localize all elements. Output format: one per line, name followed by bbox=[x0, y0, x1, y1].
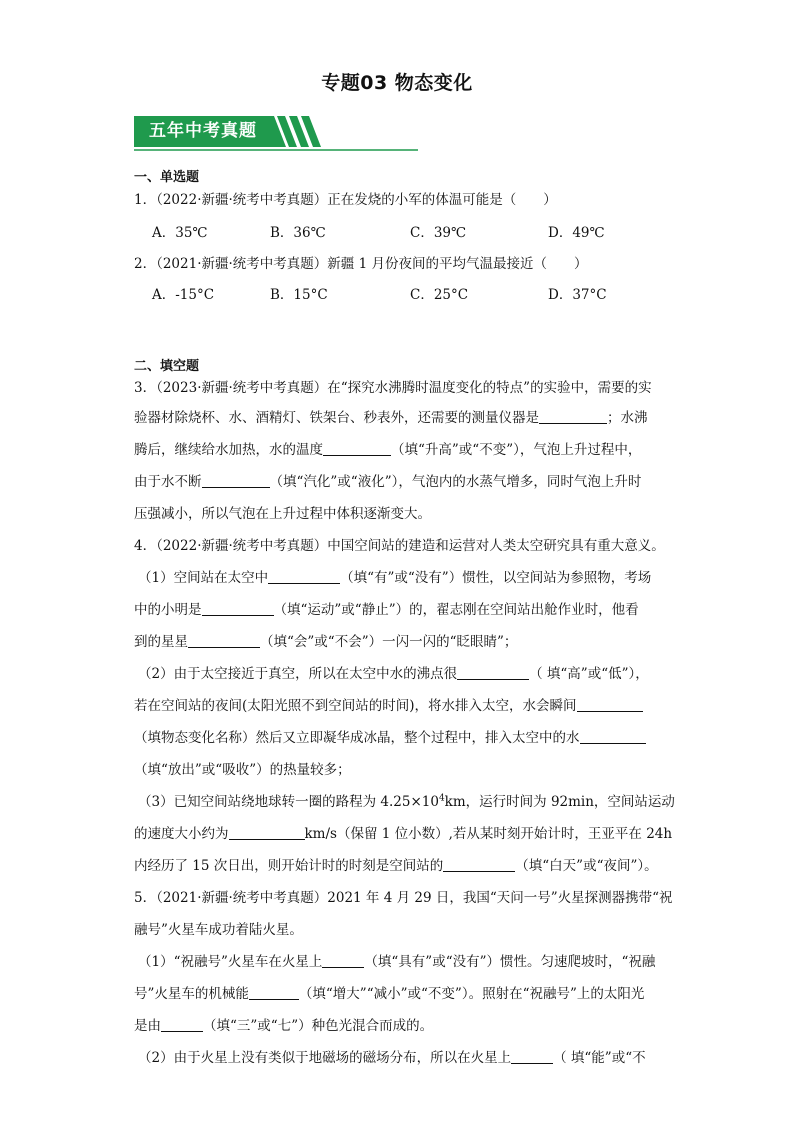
q3-text-2b: ；水沸 bbox=[607, 410, 648, 426]
q5-line-3 bbox=[138, 952, 655, 972]
q4-text-5b: （ 填“高”或“低”）， bbox=[529, 666, 649, 682]
q1-option-b: B．36℃ bbox=[270, 225, 326, 241]
q3-blank-2[interactable] bbox=[323, 441, 391, 456]
q2-option-a: A．-15°C bbox=[152, 287, 215, 303]
q4-exponent: 4 bbox=[438, 793, 445, 804]
q5-line-6 bbox=[138, 1048, 646, 1068]
question-1-stem: 1．（2022·新疆·统考中考真题）正在发烧的小军的体温可能是（ ） bbox=[134, 192, 557, 208]
q4-text-5a: （2）由于太空接近于真空，所以在太空中水的沸点很 bbox=[138, 666, 458, 682]
section-heading-fill-blank: 二、填空题 bbox=[134, 359, 200, 374]
q4-text-4b: （填“会”或“不会”）一闪一闪的“眨眼睛”； bbox=[260, 634, 518, 650]
q4-text-9a: （3）已知空间站绕地球转一圈的路程为 4.25×10 bbox=[138, 794, 439, 810]
q5-line-5 bbox=[134, 1016, 433, 1036]
q5-text-4a: 号”火星车的机械能 bbox=[134, 986, 249, 1002]
q4-text-10a: 的速度大小约为 bbox=[134, 826, 229, 842]
q4-blank-6[interactable] bbox=[580, 729, 646, 744]
q5-blank-4[interactable] bbox=[511, 1049, 553, 1064]
q3-blank-3[interactable] bbox=[202, 473, 270, 488]
q5-text-5a: 是由 bbox=[134, 1018, 161, 1034]
q4-text-2a: （1）空间站在太空中 bbox=[138, 570, 269, 586]
q5-text-3a: （1）“祝融号”火星车在火星上 bbox=[138, 954, 323, 970]
q3-text-3b: （填“升高”或“不变”），气泡上升过程中， bbox=[391, 442, 642, 458]
q5-text-4b: （填“增大”“减小”或“不变”）。照射在“祝融号”上的太阳光 bbox=[298, 986, 645, 1002]
q2-option-b: B．15°C bbox=[270, 287, 328, 303]
q3-line-1: 3．（2023·新疆·统考中考真题）在“探究水沸腾时温度变化的特点”的实验中，需要的实 bbox=[134, 380, 652, 396]
q4-blank-8[interactable] bbox=[443, 857, 515, 872]
q5-blank-2[interactable] bbox=[249, 985, 299, 1000]
q4-line-9 bbox=[138, 792, 675, 812]
q5-text-3b: （填“具有”或“没有”）惯性。匀速爬坡时，“祝融 bbox=[364, 954, 656, 970]
q4-text-4a: 到的星星 bbox=[134, 634, 188, 650]
q4-line-4 bbox=[134, 632, 517, 652]
q3-line-3 bbox=[134, 440, 641, 460]
q4-line-10 bbox=[134, 824, 672, 844]
q4-line-6 bbox=[134, 696, 643, 716]
q3-line-4 bbox=[134, 472, 641, 492]
q4-blank-2[interactable] bbox=[202, 601, 274, 616]
q5-blank-3[interactable] bbox=[161, 1017, 203, 1032]
q4-text-6a: 若在空间站的夜间(太阳光照不到空间站的时间)，将水排入太空，水会瞬间 bbox=[134, 698, 577, 714]
banner-label: 五年中考真题 bbox=[149, 121, 257, 141]
q4-line-8: （填“放出”或“吸收”）的热量较多； bbox=[134, 762, 351, 778]
q4-text-2b: （填“有”或“没有”）惯性，以空间站为参照物，考场 bbox=[340, 570, 652, 586]
q4-line-3 bbox=[134, 600, 639, 620]
q3-blank-1[interactable] bbox=[539, 409, 607, 424]
q1-option-c: C．39℃ bbox=[410, 225, 467, 241]
q3-text-3a: 腾后，继续给水加热，水的温度 bbox=[134, 442, 323, 458]
q1-option-d: D．49℃ bbox=[548, 225, 605, 241]
q1-option-a: A．35℃ bbox=[152, 225, 208, 241]
page-title: 专题03 物态变化 bbox=[321, 72, 473, 94]
q4-text-3a: 中的小明是 bbox=[134, 602, 202, 618]
q4-blank-1[interactable] bbox=[268, 569, 340, 584]
section-banner bbox=[134, 116, 418, 152]
q4-blank-3[interactable] bbox=[188, 633, 260, 648]
q4-line-11 bbox=[134, 856, 658, 876]
q5-line-4 bbox=[134, 984, 644, 1004]
q4-line-1: 4．（2022·新疆·统考中考真题）中国空间站的建造和运营对人类太空研究具有重大意义。 bbox=[134, 538, 665, 554]
q4-text-7a: （填物态变化名称）然后又立即凝华成冰晶，整个过程中，排入太空中的水 bbox=[134, 730, 580, 746]
q5-blank-1[interactable] bbox=[322, 953, 364, 968]
q4-line-7 bbox=[134, 728, 646, 748]
q4-blank-5[interactable] bbox=[577, 697, 643, 712]
q5-text-5b: （填“三”或“七”）种色光混合而成的。 bbox=[203, 1018, 434, 1034]
q4-blank-4[interactable] bbox=[457, 665, 529, 680]
q4-line-5 bbox=[138, 664, 649, 684]
q3-line-5: 压强减小，所以气泡在上升过程中体积逐渐变大。 bbox=[134, 506, 431, 522]
q5-line-1: 5．（2021·新疆·统考中考真题）2021 年 4 月 29 日，我国“天问一号”火星探测器携带“祝 bbox=[134, 890, 673, 906]
q2-option-d: D．37°C bbox=[548, 287, 607, 303]
question-2-stem: 2．（2021·新疆·统考中考真题）新疆 1 月份夜间的平均气温最接近（ ） bbox=[134, 256, 588, 272]
q2-option-c: C．25°C bbox=[410, 287, 469, 303]
q4-text-11a: 内经历了 15 次日出，则开始计时的时刻是空间站的 bbox=[134, 858, 444, 874]
q5-text-6b: （ 填“能”或“不 bbox=[553, 1050, 646, 1066]
q5-text-6a: （2）由于火星上没有类似于地磁场的磁场分布，所以在火星上 bbox=[138, 1050, 512, 1066]
section-heading-single-choice: 一、单选题 bbox=[134, 170, 200, 185]
q3-text-4a: 由于水不断 bbox=[134, 474, 202, 490]
q4-text-3b: （填“运动”或“静止”）的，翟志刚在空间站出舱作业时，他看 bbox=[273, 602, 639, 618]
q5-line-2: 融号”火星车成功着陆火星。 bbox=[134, 922, 303, 938]
q3-line-2 bbox=[134, 408, 648, 428]
q4-text-10b: km/s（保留 1 位小数）,若从某时刻开始计时，王亚平在 24h bbox=[304, 826, 673, 842]
q4-text-11b: （填“白天”或“夜间”）。 bbox=[515, 858, 658, 874]
q4-line-2 bbox=[138, 568, 651, 588]
q4-text-9b: km，运行时间为 92min，空间站运动 bbox=[444, 794, 675, 810]
q3-text-2a: 验器材除烧杯、水、酒精灯、铁架台、秒表外，还需要的测量仪器是 bbox=[134, 410, 539, 426]
q3-text-4b: （填“汽化”或“液化”），气泡内的水蒸气增多，同时气泡上升时 bbox=[269, 474, 642, 490]
q4-blank-7[interactable] bbox=[229, 825, 305, 840]
